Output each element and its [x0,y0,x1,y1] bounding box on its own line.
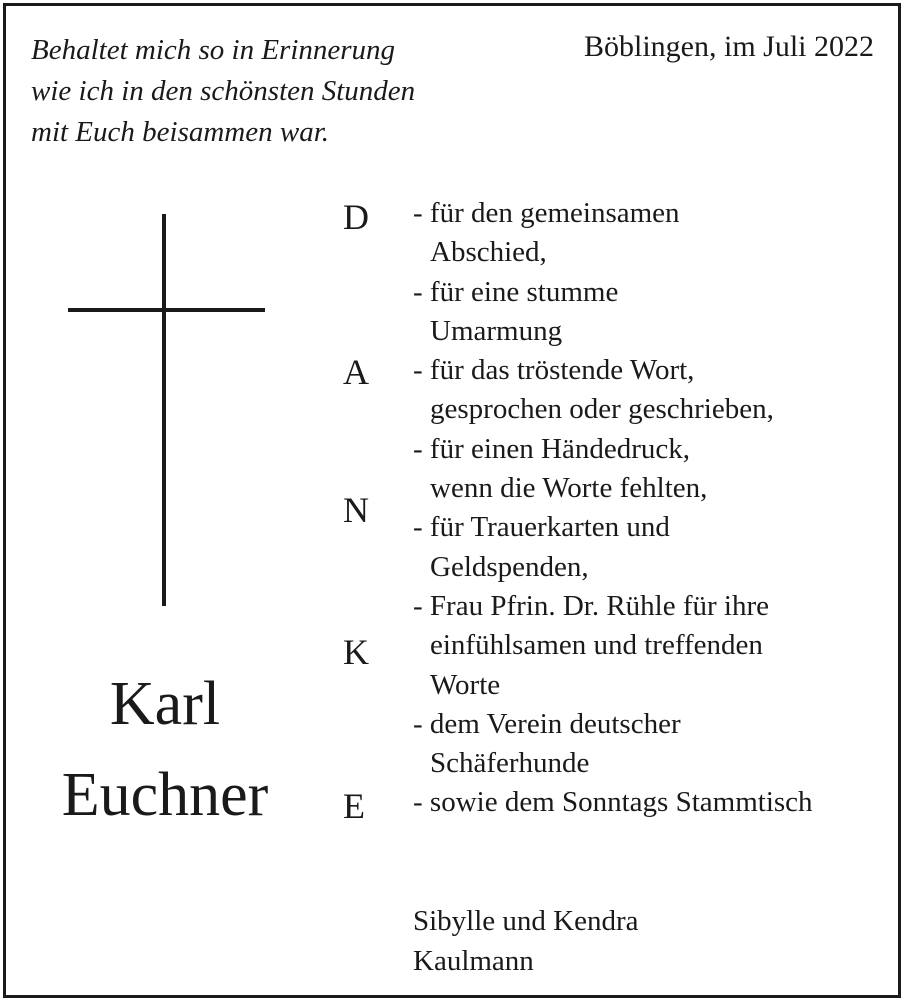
motto-line: mit Euch beisammen war. [31,116,330,148]
motto-quote [31,30,415,153]
signature [413,901,639,981]
dank-letter: N [343,490,369,530]
deceased-first-name: Karl [109,670,221,738]
dank-letter: A [343,352,369,392]
thanks-line: - für einen Händedruck, [413,432,690,465]
signature-line: Kaulmann [413,945,534,977]
thanks-line: Worte [430,668,501,701]
thanks-line: - dem Verein deutscher [413,707,681,740]
thanks-line: einfühlsamen und treffenden [430,629,763,662]
motto-line: Behaltet mich so in Erinnerung [31,34,396,66]
thanks-list [413,194,813,823]
thanks-line: Geldspenden, [430,550,589,583]
signature-line: Sibylle und Kendra [413,905,639,937]
thanks-line: - für eine stumme [413,275,619,308]
motto-line: wie ich in den schönsten Stunden [31,75,416,107]
thanks-line: - Frau Pfrin. Dr. Rühle für ihre [413,589,769,622]
thanks-line: Abschied, [430,236,547,269]
thanks-line: - für das tröstende Wort, [413,354,695,387]
thanks-line: Schäferhunde [430,747,590,780]
cross-vertical-bar [162,214,166,606]
thanks-line: wenn die Worte fehlten, [430,472,708,505]
dank-letter: E [343,786,365,826]
cross-horizontal-bar [68,308,265,312]
deceased-last-name: Euchner [61,761,269,829]
dank-letter: D [343,197,369,237]
place-date: Böblingen, im Juli 2022 [583,30,874,63]
thanks-line: - für Trauerkarten und [413,511,670,544]
dank-letter: K [343,632,369,672]
thanks-line: - sowie dem Sonntags Stammtisch [413,786,813,819]
thanks-line: Umarmung [430,314,563,347]
thanks-line: gesprochen oder geschrieben, [430,393,774,426]
thanks-line: - für den gemeinsamen [413,197,680,229]
